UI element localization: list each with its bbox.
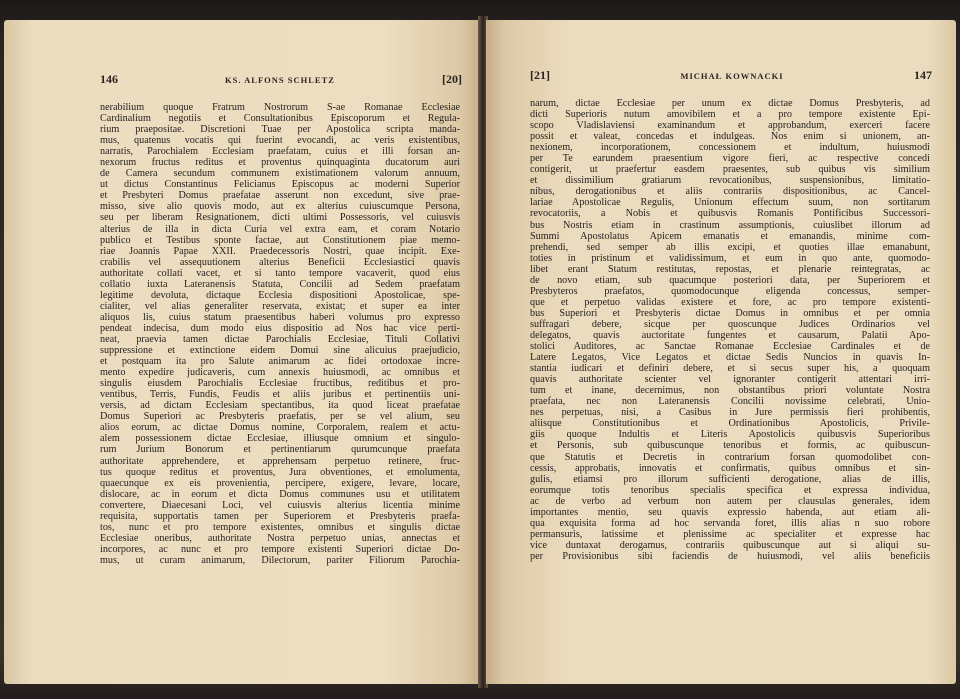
text-line: narum, dictae Ecclesiae per unum ex dictae Domus Presbyteris, ad xyxy=(530,98,930,109)
left-page-body xyxy=(100,102,460,566)
text-line: revocatoriis, a Nobis et quibusvis Romanis Pontificibus Successori- xyxy=(530,208,930,220)
text-line: nerabilium quoque Fratrum Nostrorum S-ae Romanae Ecclesiae xyxy=(100,102,460,113)
text-line: que et perpetuo validas existere et fore, ac pro tempore existenti- xyxy=(530,296,930,308)
text-line: contigerit, ut praefertur easdem praesentes, sub quibus vis similium xyxy=(530,164,930,176)
text-line: ut dictus Constantinus Felicianus Episcopus ac moderni Superior xyxy=(100,179,460,191)
text-line: legitime devoluta, dictaque Ecclesia dispositioni Apostolicae, spe- xyxy=(100,289,460,301)
text-line: Summi Apostolatus Apicem emanatis et emanandis, minime com- xyxy=(530,230,930,242)
text-line: nexorum fructus reditus et proventus quinquaginta ducatorum auri xyxy=(100,157,460,169)
text-line: dicti Superioris nutum amovibilem et a pro tempore existente Epi- xyxy=(530,109,930,121)
text-line: nes perpetuas, nisi, a Casibus in Jure permissis fieri prohibentis, xyxy=(530,407,930,419)
text-line: stantia iudicari et definiri debere, et si secus super his, a quoquam xyxy=(530,363,930,375)
text-line: alterius de illa in dicta Curia vel extra eam, et coram Notario xyxy=(100,223,460,235)
text-line: narratis, Parochialem Ecclesiam praefatam, cuius et illi forsan an- xyxy=(100,146,460,158)
text-line: mus, quatenus vocatis qui fuerint evocandi, ac veris existentibus, xyxy=(100,135,460,147)
text-line: permansuris, latissime et plenissime ac specialiter et expresse hac xyxy=(530,528,930,540)
text-line: per Provisionibus sibi faciendis de huiusmodi, vel aliis beneficiis xyxy=(530,550,930,562)
text-line: requisita, supportatis tamen per Superiorem et Presbyteris praefa- xyxy=(100,510,460,522)
text-line: nexionem, incorporationem, concessionem et indultum, huiusmodi xyxy=(530,142,930,154)
text-line: authoritate collati vacet, et si tanto tempore vacaverit, quod eius xyxy=(100,267,460,279)
text-line: misso, sive alio quovis modo, aut ex alterius cuiuscumque Persona, xyxy=(100,201,460,213)
left-running-head: KS. ALFONS SCHLETZ xyxy=(225,75,335,85)
text-line: cessis, approbatis, innovatis et confirmatis, quibus omnibus et sin- xyxy=(530,462,930,474)
right-page-number: 147 xyxy=(913,68,932,82)
text-line: vice duntaxat derogamus, contrariis quibuscunque aut si aliqui su- xyxy=(530,539,930,551)
text-line: quaecunque ex eis provenientia, percipere, exigere, levare, locare, xyxy=(100,477,460,489)
text-line: Domus Superiori ac Presbyteris praefatis, per se vel alium, seu xyxy=(100,411,460,423)
text-line: mus, ut curam animarum, Dilectorum, pariter Filiorum Parochia- xyxy=(100,554,460,566)
text-line: alem possessionem dictae Ecclesiae, illiusque omnium et singulo- xyxy=(100,433,460,445)
text-line: lariae Apostolicae Regulis, Unionum effectum suum, non sortitarum xyxy=(530,197,930,209)
text-line: crabilis vel assequutionem alterius Beneficii Ecclesiastici quavis xyxy=(100,256,460,268)
text-line: scopo Vladislaviensi examinandum et approbandum, exerceri facere xyxy=(530,120,930,132)
right-running-head: MICHAŁ KOWNACKI xyxy=(680,71,784,81)
text-line: bus Nostris etiam in crastinum assumptionis, cuiuslibet illorum ad xyxy=(530,219,930,231)
text-line: possit et valeat, concedas et indulgeas. Nos enim si unionem, an- xyxy=(530,131,930,143)
text-line: de Camera secundum communem existimationem valorum annuum, xyxy=(100,168,460,180)
text-line: quavis authoritate scienter vel ignoranter contigerit attentari irri- xyxy=(530,374,930,386)
text-line: incorpores, ac nunc et pro tempore existenti Superiori dictae Do- xyxy=(100,543,460,555)
text-line: rum Jurium Bonorum et pertinentiarum qurumcunque praefata xyxy=(100,444,460,456)
text-line: et Personis, sub quibuscunque tenoribus et formis, ac quibuscun- xyxy=(530,440,930,452)
text-line: prehendi, sed semper ab illis excipi, et quoties illae emanabunt, xyxy=(530,241,930,253)
text-line: nibus, derogationibus et aliis contrariis dispositionibus, ac Cancel- xyxy=(530,186,930,198)
text-line: rium praepositae. Discretioni Tuae per Apostolica scripta manda- xyxy=(100,124,460,136)
text-line: suppressione et extinctione eidem Domui sine alicuius praejudicio, xyxy=(100,345,460,357)
text-line: gulis, etiamsi pro illorum sufficienti derogatione, alias de illis, xyxy=(530,473,930,485)
text-line: aliisque Constitutionibus et Ordinationibus Apostolicis, Privile- xyxy=(530,418,930,430)
text-line: qua exquisita forma ad hoc servanda foret, illis alias n suo robore xyxy=(530,517,930,529)
left-page-number: 146 xyxy=(100,72,118,86)
text-line: de novo etiam, sub quacumque posteriori data, per Superiorem et xyxy=(530,274,930,286)
text-line: collatio iuxta Lateranensis Statuta, Concilii ad Sedem praefatam xyxy=(100,278,460,290)
text-line: suffragari debere, sicque per quoscunque Judices Ordinarios vel xyxy=(530,318,930,330)
text-line: et Presbyteri Domus praefatae asserunt non excedunt, sive prae- xyxy=(100,190,460,202)
text-line: importantes mentio, seu quavis expressio habenda, aut etiam ali- xyxy=(530,506,930,518)
text-line: tum et inane, decernimus, non obstantibus priori voluntate Nostra xyxy=(530,385,930,397)
text-line: riae Joannis Papae XXII. Praedecessoris Nostri, quae incipit. Exe- xyxy=(100,245,460,257)
text-line: ventibus, Terris, Fundis, Feudis et aliis juribus et pertinentiis uni- xyxy=(100,389,460,401)
text-line: neat, praevia tamen dictae Parochialis Ecclesiae, Tituli Collativi xyxy=(100,333,460,345)
text-line: libet erant Statum restitutas, repostas, et plenarie reintegratas, ac xyxy=(530,263,930,275)
text-line: singulis eiusdem Parochialis Ecclesiae fructibus, reditibus et pro- xyxy=(100,378,460,390)
text-line: cialiter, vel alias generaliter reservata, existat; et super ea inter xyxy=(100,300,460,312)
text-line: tos, nunc et pro tempore existentes, omnibus et singulis dictae xyxy=(100,521,460,533)
left-page xyxy=(4,20,480,684)
text-line: tus quoque reditus et proventus, Jura obventiones, et emolumenta, xyxy=(100,466,460,478)
text-line: Latere Legatos, Vice Legatos et dictae Sedis Nuncios in quavis In- xyxy=(530,352,930,364)
text-line: giis quoque Indultis et Literis Apostolicis quibusvis Superioribus xyxy=(530,429,930,441)
text-line: stolici Auditores, ac Sanctae Romanae Ecclesiae Cardinales et de xyxy=(530,341,930,353)
left-page-header xyxy=(100,72,462,88)
text-line: eorumque totis tenoribus specialis specifica et expressa individua, xyxy=(530,484,930,496)
text-line: convertere, Diaecesani Loci, vel cuiusvis alterius licentia minime xyxy=(100,499,460,511)
text-line: per Te earundem praesentium vigore fieri, ac respective concedi xyxy=(530,153,930,165)
text-line: versis, ad dictam Ecclesiam spectantibus, ita quod liceat praefatae xyxy=(100,400,460,412)
right-section-number: [21] xyxy=(530,68,550,82)
text-line: alios eorum, ac dictae Domus nomine, Corporalem, realem et actu- xyxy=(100,422,460,434)
text-line: dislocare, ac in eorum et dicta Domus communes usu et utilitatem xyxy=(100,488,460,500)
text-line: pendeat indecisa, dum modo eius dispositio ad Nos hac vice perti- xyxy=(100,322,460,334)
text-line: delegatos, quavis auctoritate fungentes et causarum, Palatii Apo- xyxy=(530,329,930,341)
text-line: et postquam ita pro Salute animarum ac fidei ortodoxae incre- xyxy=(100,356,460,368)
left-section-number: [20] xyxy=(441,72,462,86)
text-line: mento expedire judicaveris, cum annexis huiusmodi, ac omnibus et xyxy=(100,367,460,379)
text-line: publico et Testibus sponte factae, aut Constitutionem piae memo- xyxy=(100,234,460,246)
text-line: Cardinalium negotiis et Consultationibus Episcoporum et Regula- xyxy=(100,113,460,125)
text-line: aliquos lis, cuius statum praesentibus haberi volumus pro expresso xyxy=(100,311,460,323)
text-line: ac de verbo ad verbum non autem per clausulas generales, idem xyxy=(530,495,930,507)
right-page-body xyxy=(530,98,930,562)
right-page xyxy=(486,20,956,684)
text-line: Ecclesiae oneribus, authoritate Nostra perpetuo unias, annectas et xyxy=(100,532,460,544)
text-line: que Statutis et Decretis in contrarium forsan quomodolibet con- xyxy=(530,451,930,463)
text-line: seu per liberam Resignationem, dicti ultimi Possessoris, vel cuiusvis xyxy=(100,212,460,224)
text-line: authoritate apprehendere, et apprehensam perpetuo retinere, fruc- xyxy=(100,455,460,467)
text-line: bus Superiori et Presbyteris dictae Domus in omnibus et per omnia xyxy=(530,307,930,319)
text-line: praefata, nec non Lateranensis Concilii novissime celebrati, Unio- xyxy=(530,396,930,408)
text-line: Presbyteros praefatos, quomodocunque eligenda concessus, semper- xyxy=(530,285,930,297)
right-page-header xyxy=(530,68,932,84)
text-line: toties in pristinum et validissimum, et eum in quo ante, quomodo- xyxy=(530,252,930,264)
text-line: et dissimilium gratiarum revocationibus, suspensionibus, limitatio- xyxy=(530,175,930,187)
